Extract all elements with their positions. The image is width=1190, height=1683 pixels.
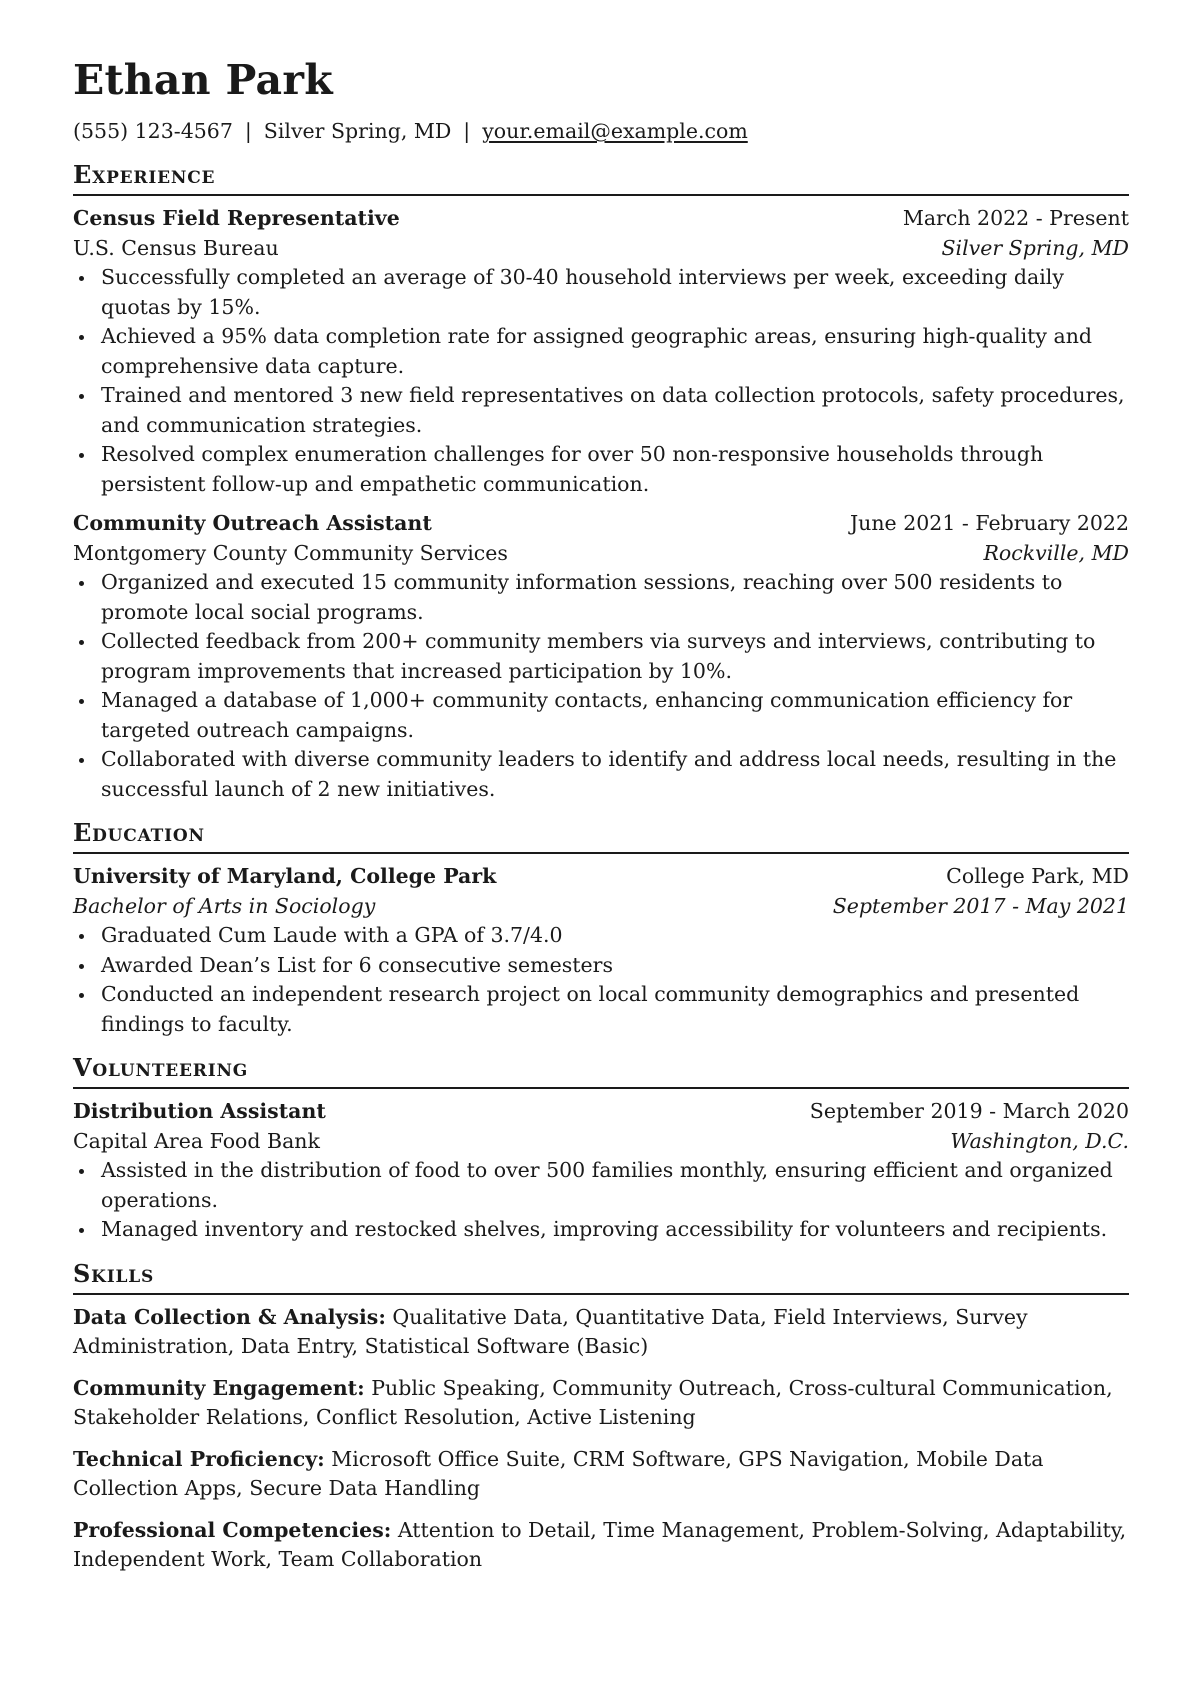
- skill-label: Technical Proficiency:: [73, 1446, 325, 1471]
- skills-section: [73, 1259, 1129, 1575]
- job-title: Census Field Representative: [73, 206, 400, 230]
- skill-group: [73, 1445, 1129, 1504]
- bullet-item: Assisted in the distribution of food to over 500 families monthly, ensuring efficient and organized operations.: [73, 1156, 1129, 1215]
- separator: |: [244, 119, 252, 143]
- job-dates: June 2021 - February 2022: [849, 511, 1129, 535]
- skill-label: Data Collection & Analysis:: [73, 1304, 386, 1329]
- school-location: College Park, MD: [946, 864, 1129, 888]
- skill-label: Professional Competencies:: [73, 1517, 392, 1542]
- bullet-item: Collected feedback from 200+ community members via surveys and interviews, contributing to program improvements that increased participation by 10%.: [73, 627, 1129, 686]
- separator: |: [463, 119, 471, 143]
- experience-section: [73, 160, 1129, 804]
- location: Silver Spring, MD: [263, 119, 452, 143]
- bullet-list: [73, 263, 1129, 499]
- resume-header: [73, 55, 1129, 146]
- section-title-skills: Skills: [73, 1259, 1129, 1295]
- skill-value: Microsoft Office Suite, CRM Software, GPS Navigation, Mobile Data Collection Apps, Secure Data Handling: [73, 1446, 1044, 1500]
- skill-group: [73, 1374, 1129, 1433]
- bullet-item: Resolved complex enumeration challenges for over 50 non-responsive households through persistent follow-up and empathetic communication.: [73, 440, 1129, 499]
- section-title-volunteering: Volunteering: [73, 1053, 1129, 1089]
- employer: Montgomery County Community Services: [73, 540, 508, 565]
- bullet-item: Managed inventory and restocked shelves, improving accessibility for volunteers and recipients.: [73, 1215, 1129, 1245]
- skill-value: Public Speaking, Community Outreach, Cross-cultural Communication, Stakeholder Relations, Conflict Resolution, Active Listening: [73, 1375, 1113, 1429]
- job-location: Silver Spring, MD: [941, 235, 1129, 260]
- volunteering-section: [73, 1053, 1129, 1245]
- degree: Bachelor of Arts in Sociology: [73, 893, 376, 918]
- contact-line: [73, 117, 1129, 146]
- section-title-education: Education: [73, 818, 1129, 854]
- bullet-list: [73, 568, 1129, 804]
- volunteer-dates: September 2019 - March 2020: [809, 1099, 1129, 1123]
- skill-value: Attention to Detail, Time Management, Problem-Solving, Adaptability, Independent Work, Team Collaboration: [73, 1517, 1127, 1571]
- bullet-item: Achieved a 95% data completion rate for assigned geographic areas, ensuring high-quality and comprehensive data capture.: [73, 322, 1129, 381]
- bullet-item: Graduated Cum Laude with a GPA of 3.7/4.0: [73, 921, 1129, 951]
- bullet-list: [73, 1156, 1129, 1245]
- experience-entry: [73, 509, 1129, 804]
- phone: (555) 123-4567: [73, 119, 233, 143]
- school-name: University of Maryland, College Park: [73, 864, 497, 888]
- job-dates: March 2022 - Present: [902, 206, 1129, 230]
- bullet-item: Trained and mentored 3 new field representatives on data collection protocols, safety procedures, and communication strategies.: [73, 381, 1129, 440]
- job-location: Rockville, MD: [983, 540, 1129, 565]
- email-link[interactable]: your.email@example.com: [482, 119, 748, 143]
- bullet-list: [73, 921, 1129, 1039]
- resume-page: [73, 55, 1129, 1575]
- skill-value: Qualitative Data, Quantitative Data, Field Interviews, Survey Administration, Data Entry, Statistical Software (Basic): [73, 1304, 1028, 1358]
- candidate-name: Ethan Park: [73, 56, 333, 104]
- bullet-item: Successfully completed an average of 30-40 household interviews per week, exceeding daily quotas by 15%.: [73, 263, 1129, 322]
- skill-group: [73, 1303, 1129, 1362]
- bullet-item: Organized and executed 15 community information sessions, reaching over 500 residents to promote local social programs.: [73, 568, 1129, 627]
- volunteer-location: Washington, D.C.: [950, 1128, 1129, 1153]
- bullet-item: Managed a database of 1,000+ community contacts, enhancing communication efficiency for targeted outreach campaigns.: [73, 686, 1129, 745]
- bullet-item: Conducted an independent research project on local community demographics and presented findings to faculty.: [73, 980, 1129, 1039]
- experience-entry: [73, 204, 1129, 499]
- bullet-item: Awarded Dean’s List for 6 consecutive semesters: [73, 951, 1129, 981]
- volunteer-org: Capital Area Food Bank: [73, 1128, 320, 1153]
- skill-group: [73, 1516, 1129, 1575]
- bullet-item: Collaborated with diverse community leaders to identify and address local needs, resulting in the successful launch of 2 new initiatives.: [73, 745, 1129, 804]
- skill-label: Community Engagement:: [73, 1375, 365, 1400]
- section-title-experience: Experience: [73, 160, 1129, 196]
- volunteering-entry: [73, 1097, 1129, 1245]
- education-entry: [73, 862, 1129, 1039]
- job-title: Community Outreach Assistant: [73, 511, 432, 535]
- education-dates: September 2017 - May 2021: [832, 893, 1129, 918]
- employer: U.S. Census Bureau: [73, 235, 279, 260]
- education-section: [73, 818, 1129, 1039]
- volunteer-role: Distribution Assistant: [73, 1099, 326, 1123]
